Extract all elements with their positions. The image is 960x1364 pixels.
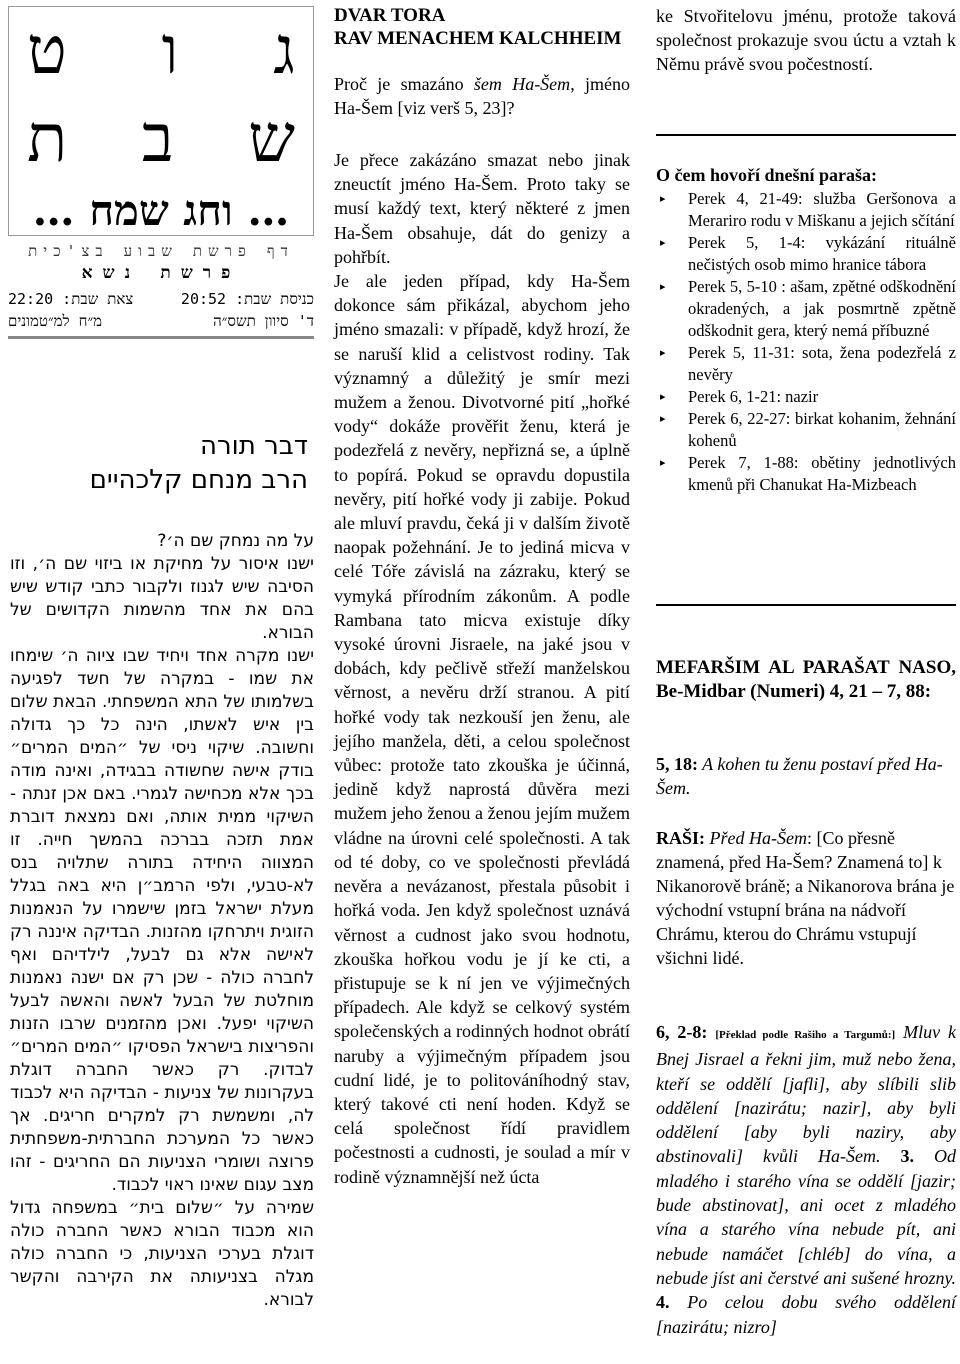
- right-column: [652, 0, 958, 1364]
- bullet-icon: ▸: [660, 457, 666, 469]
- big-letter: ג: [273, 12, 295, 89]
- list-item: ▸ Perek 5, 11-31: sota, žena podezřelá z nevěry: [660, 343, 956, 384]
- article-paragraph: Je ale jeden případ, kdy Ha-Šem dokonce sám přikázal, abychom jeho jméno smazali: v případě, když hrozí, že se naruší klid a celistvost rodiny. Tak významný a důležitý je smír mezi mužem a ženou. Divotvorné pití „hořké vody“ dokáže prověřit ženu, která je podezřelá z nevěry, nepřizná se, a úplně to popírá. Pokud se opravdu dopustila nevěry, pití hořké vody ji zabije. Pokud ale mluví pravdu, čeká ji v dalším životě naopak požehnání. Je to jediná micva v celé Tóře závislá na zázraku, který se vymyká přírodním zákonům. A podle Rambana tato micva existuje díky vysoké úrovni Jisraele, na jaké jsou v dobách, kdy pečlivě střeží manželskou věrnost, a nevěru drží stranou. A pití hořké vody tak nezkouší jen ženu, ale jejího manžela, děti, a celou společnost vůbec: protože tato zkouška je účinná, jedině když naprostá důvěra mezi mužem jeho ženou a ženou jejím mužem vládne na úrovni celé společnosti. A tak od té doby, co ve společnosti převládá nevěra a nevázanost, přestala působit i hořká voda. Jen když společnost uznává věrnost a cudnost jako svou hodnotu, zkouška hořkou vodu je jí ke cti, a přistupuje se k ní jen ve výjimečných případech. Ale když se celkový systém společenských a rodinných hodnot obrátí naruby a výjimečným případem jsou cudní lidé, je to politováníhodný stav, který takové cti není hoden. Když se celá společnost řídí pravidlem počestnosti a cudnosti, je soulad a mír v rodině významnější než úcta: [334, 271, 630, 1187]
- big-letter: ו: [161, 12, 179, 89]
- list-item: ▸ Perek 6, 22-27: birkat kohanim, žehnání kohenů: [660, 409, 956, 450]
- bullet-icon: ▸: [660, 347, 666, 359]
- verse-ref: 5, 18:: [656, 754, 698, 774]
- big-letter: ב: [141, 100, 174, 177]
- hebrew-paragraph: על מה נמחק שם ה׳?: [157, 531, 314, 551]
- hebrew-rav-name: הרב מנחם קלכהיים: [89, 465, 308, 495]
- verse-text: Mluv k Bnej Jisrael a řekni jim, muž nebo žena, kteří se oddělí [jafli], aby slíbili slib oddělení [nazirátu; nazir], aby byli oddělení [aby byli naziry, aby abstinovali] kvůli Ha-Šem.: [656, 1022, 956, 1167]
- title-line-1: DVAR TORA: [334, 5, 446, 26]
- bullet-icon: ▸: [660, 237, 666, 249]
- bullet-icon: ▸: [660, 391, 666, 403]
- hebrew-paragraph: ישנו איסור על מחיקת או ביזוי שם ה׳, וזו הסיבה שיש לגנוז ולקבור כתבי קודש שיש בהם את אחד מהשמות הקדושים של הבורא.: [10, 554, 314, 643]
- list-item: ▸ Perek 4, 21-49: služba Geršonova a Merariro rodu v Miškanu a jejich sčítání: [660, 189, 956, 230]
- divider: [656, 134, 956, 136]
- holiday-greeting: … וחג שמח …: [32, 186, 290, 235]
- big-letter: ט: [27, 12, 67, 89]
- article-title: [334, 4, 621, 50]
- daf-line: דף פרשת שבוע בצ'כית: [28, 242, 294, 260]
- rashi-quote: Před Ha-Šem: [705, 828, 807, 848]
- list-item: ▸ Perek 5, 5-10 : ašam, zpětné odškodnění okradených, a jak posmrtně zpětně odškodnit gera, který nemá příbuzné: [660, 277, 956, 340]
- title-line-2: RAV MENACHEM KALCHHEIM: [334, 28, 622, 49]
- hebrew-date: [8, 310, 314, 332]
- verse-text: Od mladého i starého vína se oddělí [jazir; bude abstinovat], ani ocet z mladého vína a starého vína nebude pít, ani nebude namáčet [chléb] do vína, a nebude jíst ani čerstvé ani sušené hrozny.: [656, 1146, 957, 1288]
- parasha-info: [8, 240, 314, 332]
- rashi-commentary: [656, 826, 956, 970]
- parasha-name: פרשת נשא: [81, 263, 241, 283]
- masthead: [8, 6, 314, 236]
- hebrew-paragraph: שמירה על ״שלום בית״ במשפחה גדול הוא מכבוד הבורא כאשר החברה כולה דוגלת בערכי הצניעות, כי החברה כולה מגלה בצניעותה את הקירבה והקשר לבורא.: [10, 1198, 314, 1310]
- question-italic: šem Ha-Šem: [473, 74, 571, 94]
- article-question: [334, 72, 630, 120]
- rashi-label: RAŠI:: [656, 828, 706, 848]
- masthead-row-2: [9, 95, 313, 183]
- shabbat-end: צאת שבת: 22:20: [8, 290, 134, 308]
- hebrew-dvar-tora-title: דבר תורה: [200, 431, 308, 461]
- mefarsim-heading: MEFARŠIM AL PARAŠAT NASO, Be-Midbar (Numeri) 4, 21 – 7, 88:: [656, 657, 956, 702]
- verse-number: 4.: [656, 1292, 670, 1313]
- translation-note: [Překlad podle Rašiho a Targumů:]: [715, 1029, 896, 1041]
- divider: [8, 336, 314, 339]
- list-item: ▸ Perek 6, 1-21: nazir: [660, 387, 819, 406]
- parasha-summary-title: O čem hovoří dnešní paraša:: [656, 165, 878, 185]
- shabbat-times: [8, 288, 314, 310]
- bullet-icon: ▸: [660, 281, 666, 293]
- bullet-icon: ▸: [660, 193, 666, 205]
- verse-ref: 6, 2-8:: [656, 1022, 716, 1042]
- rashi-text: : [Co přesně znamená, před Ha-Šem? Znamená to] k Nikanorově bráně; a Nikanorova brána je východní vstupní brána na nádvoří Chrámu, kterou do Chrámu vstupují všichni lidé.: [656, 828, 955, 968]
- big-letter: ת: [27, 100, 68, 177]
- question-text: , jméno Ha-Šem [viz verš 5, 23]?: [334, 74, 630, 118]
- hebrew-article: [10, 530, 314, 1312]
- article-body: [334, 148, 630, 1189]
- verse-number: 3.: [880, 1146, 914, 1167]
- verse-5-18: [656, 752, 956, 800]
- big-letter: ש: [248, 100, 295, 177]
- list-item: ▸ Perek 5, 1-4: vykázání rituálně nečistých osob mimo hranice tábora: [660, 233, 956, 274]
- list-item: ▸ Perek 7, 1-88: obětiny jednotlivých kmenů při Chanukat Ha-Mizbeach: [660, 453, 956, 494]
- parasha-summary-list: [656, 188, 956, 496]
- article-continuation: ke Stvořitelovu jménu, protože taková společnost prokazuje svou úctu a vztah k Němu právě svou počestností.: [656, 6, 956, 74]
- hebrew-column: [0, 0, 320, 1364]
- verse-6-2-8: [656, 1020, 956, 1339]
- verse-text: Po celou dobu svého oddělení [nazirátu; nizro]: [656, 1292, 956, 1337]
- article-paragraph: Je přece zakázáno smazat nebo jinak zneuctít jméno Ha-Šem. Proto taky se musí každý text, který některé z jmen Ha-Šem obsahuje, dát do genizy a pohřbít.: [334, 150, 630, 267]
- masthead-row-1: [9, 7, 313, 95]
- hebrew-paragraph: ישנו מקרה אחד ויחיד שבו ציוה ה׳ שימחו את שמו - במקרה של חשד לפגיעה בשלמותו של התא המשפחתי. הבאת שלום בין איש לאשתו, הינה כל כך גדולה וחשובה. שיקוי ניסי של ״המים המרים״ בודק אישה שחשודה בבגידה, ואינה מודה בכך אלא מכחישה לגמרי. באם אכן זנתה - השיקוי ממית אותה, ואם נמצאת דוברת אמת תזכה בברכה בהמשך חייה. זו המצווה היחידה בתורה שתלויה בנס לא-טבעי, ולפי הרמב״ן היא באה בגלל מעלת ישראל בזמן שישמרו על הנאמנות הזוגית ויתרחקו מהזנות. הבדיקה איננה רק לאישה אלא גם לבעל, לילדיהם ואף לחברה כולה - שכן רק אם ישנה נאמנות מוחלטת של הבעל לאשה והאשה לבעל השיקוי יפעל. ואכן מהזמנים שרבו הזנות והפריצות בישראל הפסיקו ״המים המרים״ לבדוק. רק כאשר החברה דוגלת בעקרונות של צניעות - הבדיקה היא לכבוד לה, ומשמשת רק למקרים חריגים. אך כאשר כל המערכת החברתית-משפחתית פרוצה ושומרי הצניעות הם החריגים - זהו מצב עגום שאינו ראוי לכבוד.: [10, 646, 314, 1195]
- bullet-icon: ▸: [660, 413, 666, 425]
- question-text: Proč je smazáno: [334, 74, 474, 94]
- divider: [656, 604, 956, 606]
- date-right: ד' סיוון תשס״ה: [213, 312, 314, 330]
- date-left: מ״ח למ״טמונים: [8, 312, 103, 330]
- shabbat-start: כניסת שבת: 20:52: [180, 290, 314, 308]
- verse-text: A kohen tu ženu postaví před Ha-Šem.: [656, 754, 943, 798]
- czech-dvar-tora-column: [330, 0, 634, 1364]
